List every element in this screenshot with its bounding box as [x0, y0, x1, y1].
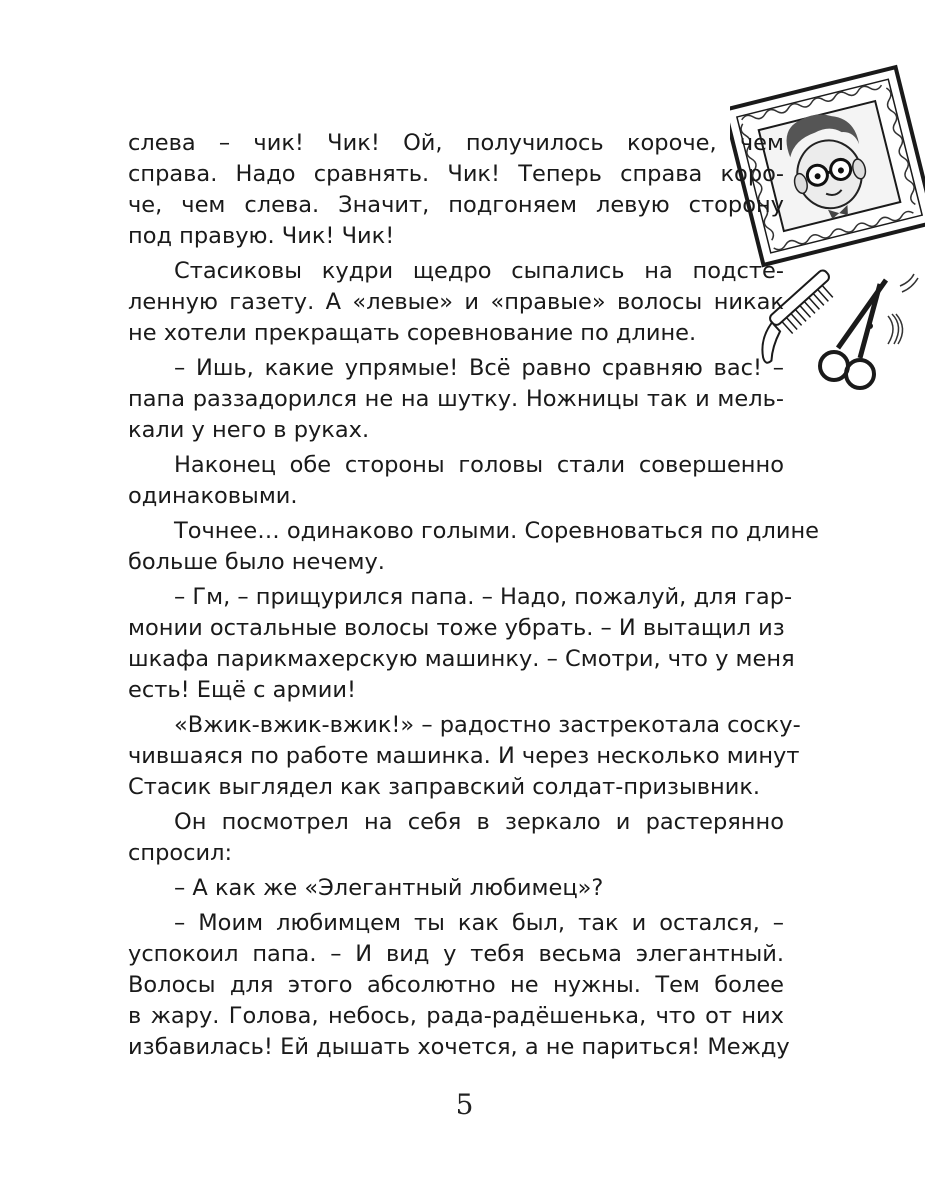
- text-line: шкафа парикмахерскую машинку. – Смотри, что у меня: [128, 646, 795, 672]
- text-line: в жару. Голова, небось, рада-радёшенька, что от них: [128, 1003, 784, 1029]
- story-text: [128, 128, 820, 1063]
- text-line: одинаковыми.: [128, 483, 298, 509]
- text-line: «Вжик-вжик-вжик!» – радостно застрекотала соску-: [174, 712, 801, 738]
- text-line: Волосы для этого абсолютно не нужны. Тем более: [128, 972, 784, 998]
- text-line: – Ишь, какие упрямые! Всё равно сравняю вас! –: [174, 355, 784, 381]
- text-line: Он посмотрел на себя в зеркало и растерянно: [174, 809, 784, 835]
- text-line: слева – чик! Чик! Ой, получилось короче, чем: [128, 130, 784, 156]
- text-line: больше было нечему.: [128, 549, 385, 575]
- text-line: чившаяся по работе машинка. И через несколько минут: [128, 743, 800, 769]
- text-line: Наконец обе стороны головы стали совершенно: [174, 452, 784, 478]
- text-line: Стасик выглядел как заправский солдат-призывник.: [128, 774, 761, 800]
- text-line: справа. Надо сравнять. Чик! Теперь справа коро-: [128, 161, 784, 187]
- text-line: Точнее… одинаково голыми. Соревноваться по длине: [174, 518, 820, 544]
- text-line: папа раззадорился не на шутку. Ножницы так и мель-: [128, 386, 784, 412]
- scissors-illustration: [820, 280, 886, 388]
- hair-tufts: [888, 274, 918, 344]
- text-line: монии остальные волосы тоже убрать. – И вытащил из: [128, 615, 785, 641]
- text-line: Стасиковы кудри щедро сыпались на подсте-: [174, 258, 784, 284]
- text-line: ленную газету. А «левые» и «правые» волосы никак: [128, 289, 784, 315]
- text-line: успокоил папа. – И вид у тебя весьма элегантный.: [128, 941, 784, 967]
- text-line: избавилась! Ей дышать хочется, а не париться! Между: [128, 1034, 790, 1060]
- text-line: – Моим любимцем ты как был, так и остался, –: [174, 910, 784, 936]
- text-line: спросил:: [128, 840, 233, 866]
- text-line: не хотели прекращать соревнование по длине.: [128, 320, 697, 346]
- text-line: – Гм, – прищурился папа. – Надо, пожалуй, для гар-: [174, 584, 793, 610]
- page-number: 5: [455, 1088, 474, 1121]
- text-line: че, чем слева. Значит, подгоняем левую сторону: [128, 192, 784, 218]
- text-line: – А как же «Элегантный любимец»?: [174, 875, 604, 901]
- text-line: под правую. Чик! Чик!: [128, 223, 395, 249]
- text-line: есть! Ещё с армии!: [128, 677, 356, 703]
- text-line: кали у него в руках.: [128, 417, 370, 443]
